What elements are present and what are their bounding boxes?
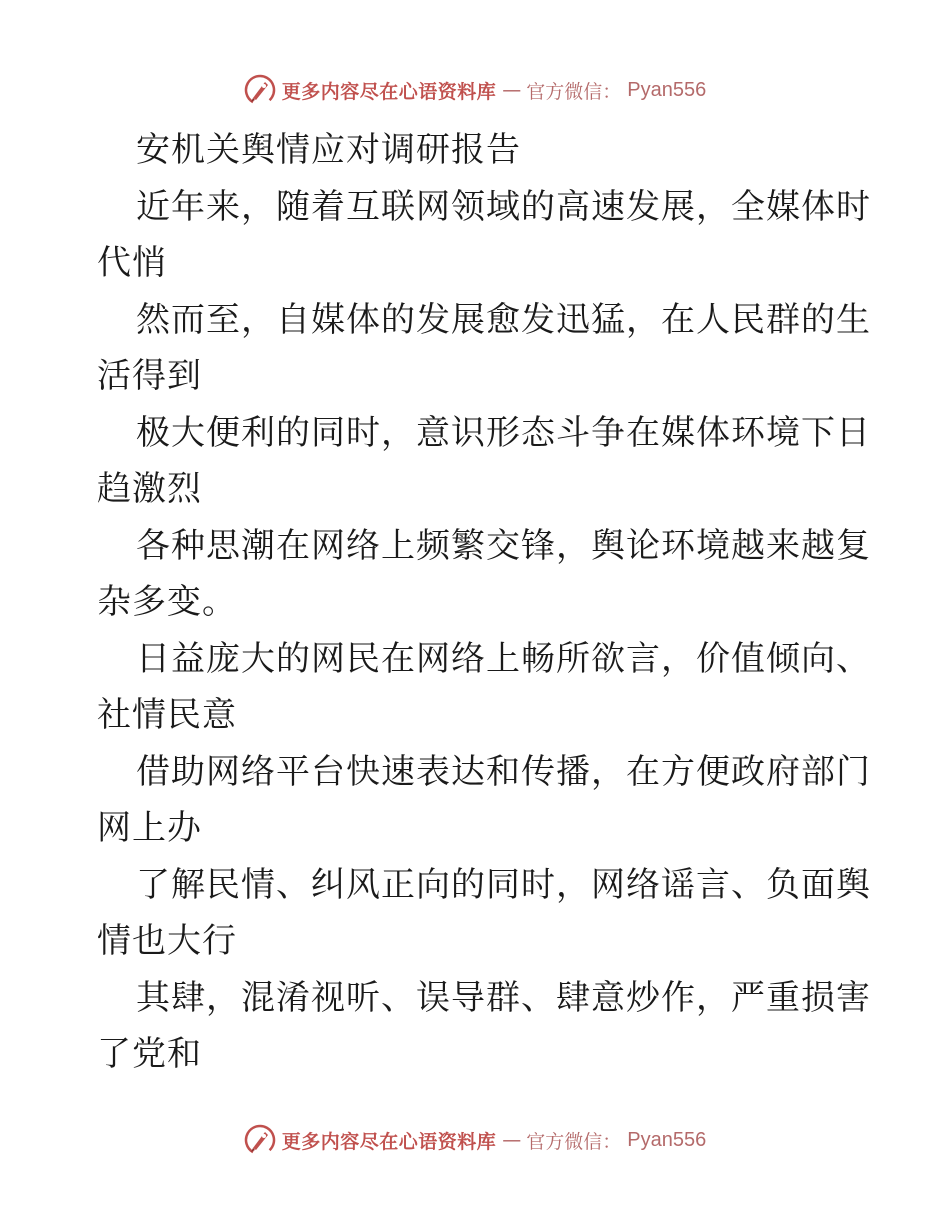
paragraph-line: 活得到 [97, 356, 202, 396]
paragraph-line: 趋激烈 [97, 469, 202, 509]
quill-pen-logo-icon [244, 1124, 276, 1156]
paragraph-line: 其肆，混淆视听、误导群、肆意炒作，严重损害 [136, 977, 871, 1018]
paragraph-line: 情也大行 [97, 921, 237, 961]
header-wechat-id: Pyan556 [627, 78, 707, 101]
footer-banner-content [244, 1124, 707, 1156]
header-banner [0, 70, 950, 110]
paragraph-line: 代悄 [97, 243, 167, 283]
paragraph-line: 日益庞大的网民在网络上畅所欲言，价值倾向、 [136, 638, 871, 679]
footer-brand-text: 更多内容尽在心语资料库 [281, 1130, 497, 1153]
header-brand-text: 更多内容尽在心语资料库 [281, 80, 497, 103]
footer-wechat-id: Pyan556 [627, 1128, 707, 1151]
footer-wechat-label: 官方微信： [526, 1130, 622, 1153]
header-banner-content [244, 74, 707, 106]
paragraph-line: 然而至，自媒体的发展愈发迅猛，在人民群的生 [136, 299, 871, 340]
footer-banner [0, 1120, 950, 1160]
document-title: 安机关舆情应对调研报告 [136, 130, 521, 170]
quill-pen-logo-icon [244, 74, 276, 106]
paragraph-line: 杂多变。 [97, 582, 237, 622]
paragraph-line: 网上办 [97, 808, 202, 848]
header-dash: — [502, 79, 521, 101]
paragraph-line: 了解民情、纠风正向的同时，网络谣言、负面舆 [136, 864, 871, 905]
paragraph-line: 社情民意 [97, 695, 237, 735]
paragraph-line: 借助网络平台快速表达和传播，在方便政府部门 [136, 751, 871, 792]
paragraph-line: 了党和 [97, 1034, 202, 1074]
footer-dash: — [502, 1129, 521, 1151]
document-body [97, 122, 871, 1083]
paragraph-line: 近年来，随着互联网领域的高速发展，全媒体时 [136, 186, 871, 227]
paragraph-line: 极大便利的同时，意识形态斗争在媒体环境下日 [136, 412, 871, 453]
header-wechat-label: 官方微信： [526, 80, 622, 103]
paragraph-line: 各种思潮在网络上频繁交锋，舆论环境越来越复 [136, 525, 871, 566]
